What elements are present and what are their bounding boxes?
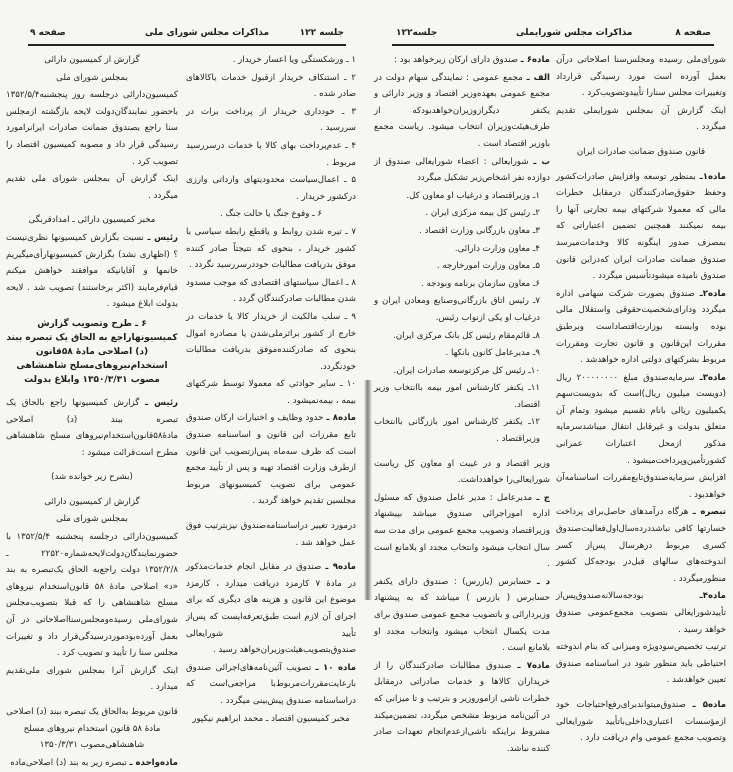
paragraph-text: ۶ ـ طرح وتصویب گزارش کمیسیونهاراجع به الحاق یک تبصره ببند (د) اصلاحی مادهٔ ۵۸قانون استخدام‌نیروهای‌مسلح شاهنشاهی مصوب ۱۳۵۰/۳/۳۱ وابلاغ بدولت [6,318,178,385]
paragraph [6,395,178,461]
paragraph-text: گزارش از کمیسیون دارائی [44,496,140,507]
paragraph-text: تبصره زیر به بند (د) اصلاحی‌ماده [10,757,127,768]
paragraph [6,511,178,528]
paragraph-text: مجمع عمومی : نمایندگی سهام دولت در مجمع عمومی بعهده‌وزیر اقتصاد و وزیر دارائی و یکنفر دیگرازوزیران‌خواهدبودکه از طرف‌هیئت‌وزیران انتخاب میشود. ریاست مجمع باوزیر اقتصاد است . [374,72,550,149]
paragraph [186,138,356,171]
article-label: تبصره ـ [692,507,726,518]
article-label: ماده‌واحده ـ [129,757,178,768]
paragraph-text: مخبر کمیسیون دارائی ـ امدادقربگی [28,215,156,226]
article-label: ماده۹ ـ [325,562,356,573]
article-label: الف ـ [526,72,550,83]
paragraph [6,494,178,511]
paragraph-text: افزایش سرمایه‌صندوق‌تابع‌مقررات اساسنامه‌آن خواهدبود . [556,473,726,500]
paragraph-text: نسبت بگزارش کمیسیونها نظری‌نیست ؟ (اظهاری نشد) بگزارش کمیسیونهارأی‌میگیریم خانمها و آقایانیکه موافقند خواهش میکنم قیام‌فرمایند (اکثر برخاستند) تصویب شد . لایحه بدولت ابلاغ میشود . [6,232,178,310]
paragraph-text: ۷ـ رئیس اتاق بازرگانی‌وصنایع ومعادن ایران و درغیاب او یکی ازنواب رئیس. [374,296,540,323]
paragraph-text: وزیر اقتصاد و در غیبت او معاون کل ریاست شورایعالی‌را خواهدداشت. [374,458,550,486]
paragraph [374,456,550,489]
article-label: ج ـ [536,492,551,503]
page-header [366,28,733,44]
paragraph-text: ۵ ـ اعمال‌سیاست محدودیتهای وارداتی وارزی درکشور خریدار . [186,175,356,202]
paragraph-text: (بشرح زیر خوانده شد) [51,472,133,483]
paragraph-text: بمجلس شورای ملی [56,72,128,83]
paragraph [374,490,550,573]
session-number: جلسه۱۲۲ [396,28,438,38]
paragraph [556,639,726,689]
paragraph-text: صندوق در مقابل انجام خدمات‌مذکور در مادهٔ ۷ کارمزد دریافت میدارد ، کارمزد موضوع این قانون و هزینه های دیگری که برای اجرای آن لازم است طبق‌تعرفه‌ایست که پس‌از تأیید شورایعالی صندوق‌بتصویب‌هیئت‌وزیران‌خواهد رسید . [186,562,356,656]
paragraph [374,658,550,758]
paragraph-text: تصویب آئین‌نامه‌های‌اجرائی صندوق بارعایت‌مقررات‌مربوط‌با مراجعی‌است که دراساسنامه صندوق پیش‌بینی میگردد . [186,662,356,706]
paragraph [374,188,550,205]
paragraph-text: صندوق مطالبات صادرکنندگان را از خریداران کالاها و خدمات صادراتی درمقابل خطرات ناشی ازاموروزیر و بترتیب و تا میزانی که در آئین‌نامه مربوط مشخص میگردد، تضمین‌میکند مشروط براینکه ناشی‌ازعدم‌انجام تعهدات صادر کننده نباشد. [374,660,550,754]
paragraph-text: ۲ ـ استنکاف خریدار ازقبول خدمات یاکالاهای صادر شده . [186,72,356,100]
paragraph-text: ۱ـ وزیراقتصاد و درغیاب او معاون کل. [406,190,540,201]
paragraph [6,230,178,313]
article-label: ماده۴ـ [699,591,726,602]
paragraph [374,345,550,362]
paragraph [374,380,550,413]
paragraph [556,286,726,369]
header-title: مذاکرات مجلس شورایملی [516,28,633,38]
article-label: ماده۲ـ [699,288,726,299]
paragraph [6,755,178,772]
page-header [0,28,366,44]
paragraph-text: صندوق دارای ارکان زیرخواهد بود : [394,55,519,65]
paragraph [186,206,356,223]
paragraph [6,87,178,170]
paragraph-text: سرمایه‌صندوق مبلغ ۲۰۰۰۰۰۰۰۰ ریال (دویست میلیون ریال)است که بدویست‌سهم یکمیلیون ریالی بانام تقسیم میشود وتمام آن متعلق بدولت و غیرقابل انتقال میباشدسرمایه مذکور ازمحل اعتبارات عمرانی کشورتأمین‌وپرداخت‌میشود . [556,372,726,466]
section-heading [6,317,178,387]
paragraph [6,469,178,486]
paragraph [186,224,356,274]
paragraph [6,663,178,696]
paragraph-text: ۱۰ ـ سایر حوادثی که معمولا توسط شرکتهای بیمه ، بیمه‌نمیشود . [186,379,356,406]
paragraph-text: حدود وظایف و اختیارات ارکان صندوق تابع مقررات این قانون و اساسنامه صندوق است که ظرف سه‌ماه پس‌ازتصویب این قانون ازطرف وزارت اقتصاد تهیه و پس از تأیید مجمع عمومی برای تصویب کمیسیونهای مربوط مجلسین تقدیم خواهد گردید . [186,413,356,507]
article-label: ماده۸ ـ [326,413,356,424]
page-number: صفحه ۸ [675,28,711,38]
article-label: رئیس ـ [145,397,178,408]
page-9 [0,0,366,768]
paragraph [374,363,550,380]
paragraph [186,376,356,409]
paragraph [6,212,178,229]
paragraph-text: اینک گزارش آن بمجلس شورایملی تقدیم میگردد . [556,105,726,133]
paragraph-text: ۶ـ معاون سازمان برنامه وبودجه . [421,278,540,289]
paragraph [6,70,178,87]
article-label: ماده۶ ـ [520,55,550,65]
paragraph [374,154,550,187]
paragraph [556,169,726,285]
paragraph [374,293,550,326]
paragraph [186,711,356,728]
paragraph-text: ۹ ـ سلب مالکیت از خریدار کالا یا خدمات در خارج از کشور براثرملی‌شدن یا مصادره اموال بنحوی که صادرکننده‌موفق بدریافت مطالبات خودنگردد. [186,311,356,372]
paragraph [556,144,726,161]
paragraph [556,588,726,638]
paragraph-text: ۶ ـ وقوع جنگ یا حالت جنگ . [219,209,322,220]
paragraph [556,103,726,136]
paragraph [374,70,550,153]
paragraph-text: ۷ ـ تیره شدن روابط و یاقطع رابطه سیاسی با کشور خریدار ، بنحوی که نتیجتاً صادر کننده موفق بدریافت مطالبات خوددرسررسید نگردد . [186,226,356,271]
paragraph [374,223,550,240]
paragraph [374,241,550,258]
paragraph-text: ۵ـ معاون وزارت امورخارجه . [436,261,540,272]
paragraph [6,529,178,662]
paragraph-text: ترتیب تخصیص‌سودویژه ومیزانی که بنام اندوخته احتیاطی باید منظور شود در اساسنامه صندوق تعیین خواهدشد . [556,642,726,686]
paragraph-text: ۲ـ رئیس کل بیمه مرکزی ایران . [425,208,540,219]
paragraph-text: کمیسیون‌دارائی درجلسه پنجشنبه ۱۳۵۲/۵/۴ با حضورنمایندگان‌دولت‌لایحه‌شماره۲۲۵۲۰ ـ ۱۳۵۲/۲/۸ دولت راجع‌به الحاق یک‌تبصره به بند «د» اصلاحی مادهٔ ۵۸ قانون‌استخدام نیروهای مسلح شاهنشاهی را که قبلا بتصویب‌مجلس شورای‌ملی رسیده‌ومجلس‌سنا‌اصلاحاتی در آن بعمل آورده‌بودمورد‌رسیدگی‌قرار داد و تغییرات مجلس سنا را تأیید و تصویب کرد . [6,532,178,659]
article-label: ماده ۱۰ ـ [315,662,356,673]
paragraph-text: ۱۲ـ یکنفر کارشناس امور بازرگانی باانتخاب وزیراقتصاد . [374,417,540,445]
paragraph-text: صندوق‌میتواندبرای‌رفع‌احتیاجات خود ازمؤسسات اعتباری‌داخلی‌باتأیید شورایعالی وتصویب مجمع عمومی وام دریافت دارد . [556,699,726,744]
text-column-right [186,52,356,728]
paragraph [556,470,726,503]
paragraph-text: درمورد تغییر دراساسنامه‌صندوق نیزبترتیب فوق عمل خواهد شد . [186,521,356,548]
paragraph-text: حسابرس (بازرس) : صندوق دارای یکنفر حسابرس ( بازرس ) میباشد که به پیشنهاد وزیردارائی و باتصویب مجمع عمومی صندوق برای مدت یکسال انتخاب میشود وانتخاب مجدد او بلامانع است . [374,576,550,654]
paragraph-text: ۱۰ـ رئیس کل مرکزتوسعه صادرات ایران. [393,365,540,376]
article-label: رئیس ـ [147,232,178,243]
paragraph [186,410,356,510]
paragraph-text: اینک گزارش آن بمجلس شورای ملی تقدیم میگردد . [6,174,178,201]
paragraph [556,697,726,747]
article-label: ماده۵ ـ [692,699,727,710]
paragraph-text: ۳ ـ خودداری خریدار از پرداخت برات در سررسید . [186,106,356,134]
paragraph-text: بمنظور توسعه وافزایش صادرات‌کشور وحفظ حقوق‌صادرکنندگان درمقابل خطرات مالی که معمولا شرکتهای بیمه تجارتی آنها را بیمه نمیکنند همچنین تضمین اعتباراتی که بمصرف صدور اینگونه کالا وخدمات‌میرسد صندوق ضمانت صادرات ایران که‌دراین قانون صندوق نامیده میشودتأسیس میگردد . [556,171,726,282]
paragraph [374,205,550,222]
paragraph-text: اینک گزارش آنرا بمجلس شورای ملی‌تقدیم میدارد . [6,665,178,693]
paragraph-text: کمیسیون‌دارائی درجلسه روز پنجشنبه۱۳۵۲/۵/۴ باحضور نمایندگان‌دولت لایحه بازگشته ازمجلس سنا راجع بصندوق ضمانت صادرات ایرانرامورد رسیدگی قرار داد و مصوبه کمیسیون اقتصاد را تصویب کرد . [6,90,178,167]
header-rule [392,44,714,46]
paragraph-text: قانون مربوط به‌الحاق یک تبصره ببند (د) اصلاحی مادهٔ ۵۸ قانون استخدام نیروهای مسلح شاهنشاهی‌مصوب ۱۳۵۰/۳/۳۱ [6,707,178,751]
paragraph [186,559,356,659]
article-label: ماده۳ـ [699,372,726,383]
paragraph [186,309,356,375]
text-column-left [374,52,550,758]
paragraph [6,52,178,69]
paragraph [556,370,726,470]
paragraph [6,171,178,204]
paragraph-text: ۴ ـ عدم‌پرداخت بهای کالا یا خدمات درسررسید مربوط . [186,140,356,168]
paragraph [186,52,356,69]
text-column-left [6,52,178,772]
paragraph-text: ۳ـ معاون بازرگانی وزارت اقتصاد . [419,225,540,236]
paragraph-text: بمجلس شورای ملی [56,514,128,525]
article-label: د ـ [536,576,550,587]
paragraph-text: ۸ ـ اعمال سیاستهای اقتصادی که موجب مسدود شدن مطالبات صادرکنندگان گردد . [186,277,356,305]
paragraph [556,52,726,102]
paragraph-text: شورای‌ملی رسیده ومجلس‌سنا اصلاحاتی درآن بعمل آورده است مورد رسیدگی قرارداد وتغییرات مجلس سنارا تأییدوتصویب‌کرد . [556,55,726,99]
paragraph [186,660,356,710]
paragraph-text: بودجه‌سالانه‌صندوق‌پس‌از تأییدشورایعالی بتصویب مجمع‌عمومی صندوق خواهد رسید . [556,591,726,635]
paragraph-text: ۴ـ معاون وزارت دارائی. [454,243,540,254]
paragraph [186,275,356,308]
article-label: ب ـ [533,156,550,167]
page-number: صفحه ۹ [30,28,66,38]
paragraph-text: ۸ـ قائم‌مقام رئیس کل بانک مرکزی ایران. [393,330,540,341]
paragraph [374,276,550,293]
article-label: ماده۱ـ [699,171,726,182]
paragraph-text: ۱ ـ ورشکستگی ویا اعسار خریدار . [232,55,356,65]
paragraph [6,704,178,754]
paragraph [186,518,356,551]
session-number: جلسه ۱۲۲ [299,28,344,38]
header-rule [28,44,346,46]
paragraph-text: مدیرعامل : مدیر عامل صندوق که مسئول اداره اموراجرائی صندوق میباشد بپیشنهاد وزیراقتصاد وتصویب مجمع عمومی برای مدت سه سال انتخاب میشود وانتخاب مجدد او بلامانع است . [374,492,550,570]
text-column-right [556,52,726,748]
paragraph-text: گزارش از کمیسیون دارائی [44,55,140,65]
header-title: مذاکرات مجلس شورای ملی [145,28,270,38]
paragraph [556,504,726,587]
paragraph-text: شورایعالی : اعضاء شورایعالی صندوق از دوازده نفر اشخاص‌زیر تشکیل میگردد [374,156,550,184]
paragraph [374,414,550,447]
paragraph [186,70,356,103]
paragraph-text: ۹ـ مدیرعامل کانون بانکها . [445,348,540,359]
paragraph-text: مخبر کمیسیون اقتصاد ـ محمد ابراهیم نیکپور [192,713,350,724]
paragraph [186,104,356,137]
paragraph-text: قانون صندوق ضمانت صادرات ایران [576,146,706,157]
paragraph [374,52,550,69]
paragraph-text: ۱۱ـ یکنفر کارشناس امور بیمه باانتخاب وزیر اقتصاد. [374,383,540,410]
paragraph-text: گزارش کمیسیونها راجع بالحاق یک تبصره ببند (د) اصلاحی مادهٔ۵۸قانون‌استخدام‌نیروهای مسلح شاهنشاهی مطرح است‌قرائت میشود : [6,397,178,458]
paragraph-text: هرگاه درآمدهای حاصل‌برای پرداخت خسارتها کافی نباشددرده‌سال‌اول‌فعالیت‌صندوق کسری مربوط درهرسال پس‌از کسر اندوخته‌های سالهای قبل‌در بودجه‌کل کشور منظورمیگردد . [556,507,726,584]
page-8 [366,0,733,754]
paragraph [186,172,356,205]
paragraph [374,328,550,345]
paragraph [374,574,550,657]
paragraph-text: صندوق بصورت شرکت سهامی اداره میگردد ودارای‌شخصیت‌حقوقی واستقلال مالی بوده وابسته بوزارت‌اقتصاداست وبرطبق مقررات این‌قانون و قانون تجارت ومقررات مربوط بشرکتهای دولتی اداره خواهدشد . [556,288,726,366]
article-label: ماده۷ ـ [517,660,550,671]
paragraph [374,258,550,275]
